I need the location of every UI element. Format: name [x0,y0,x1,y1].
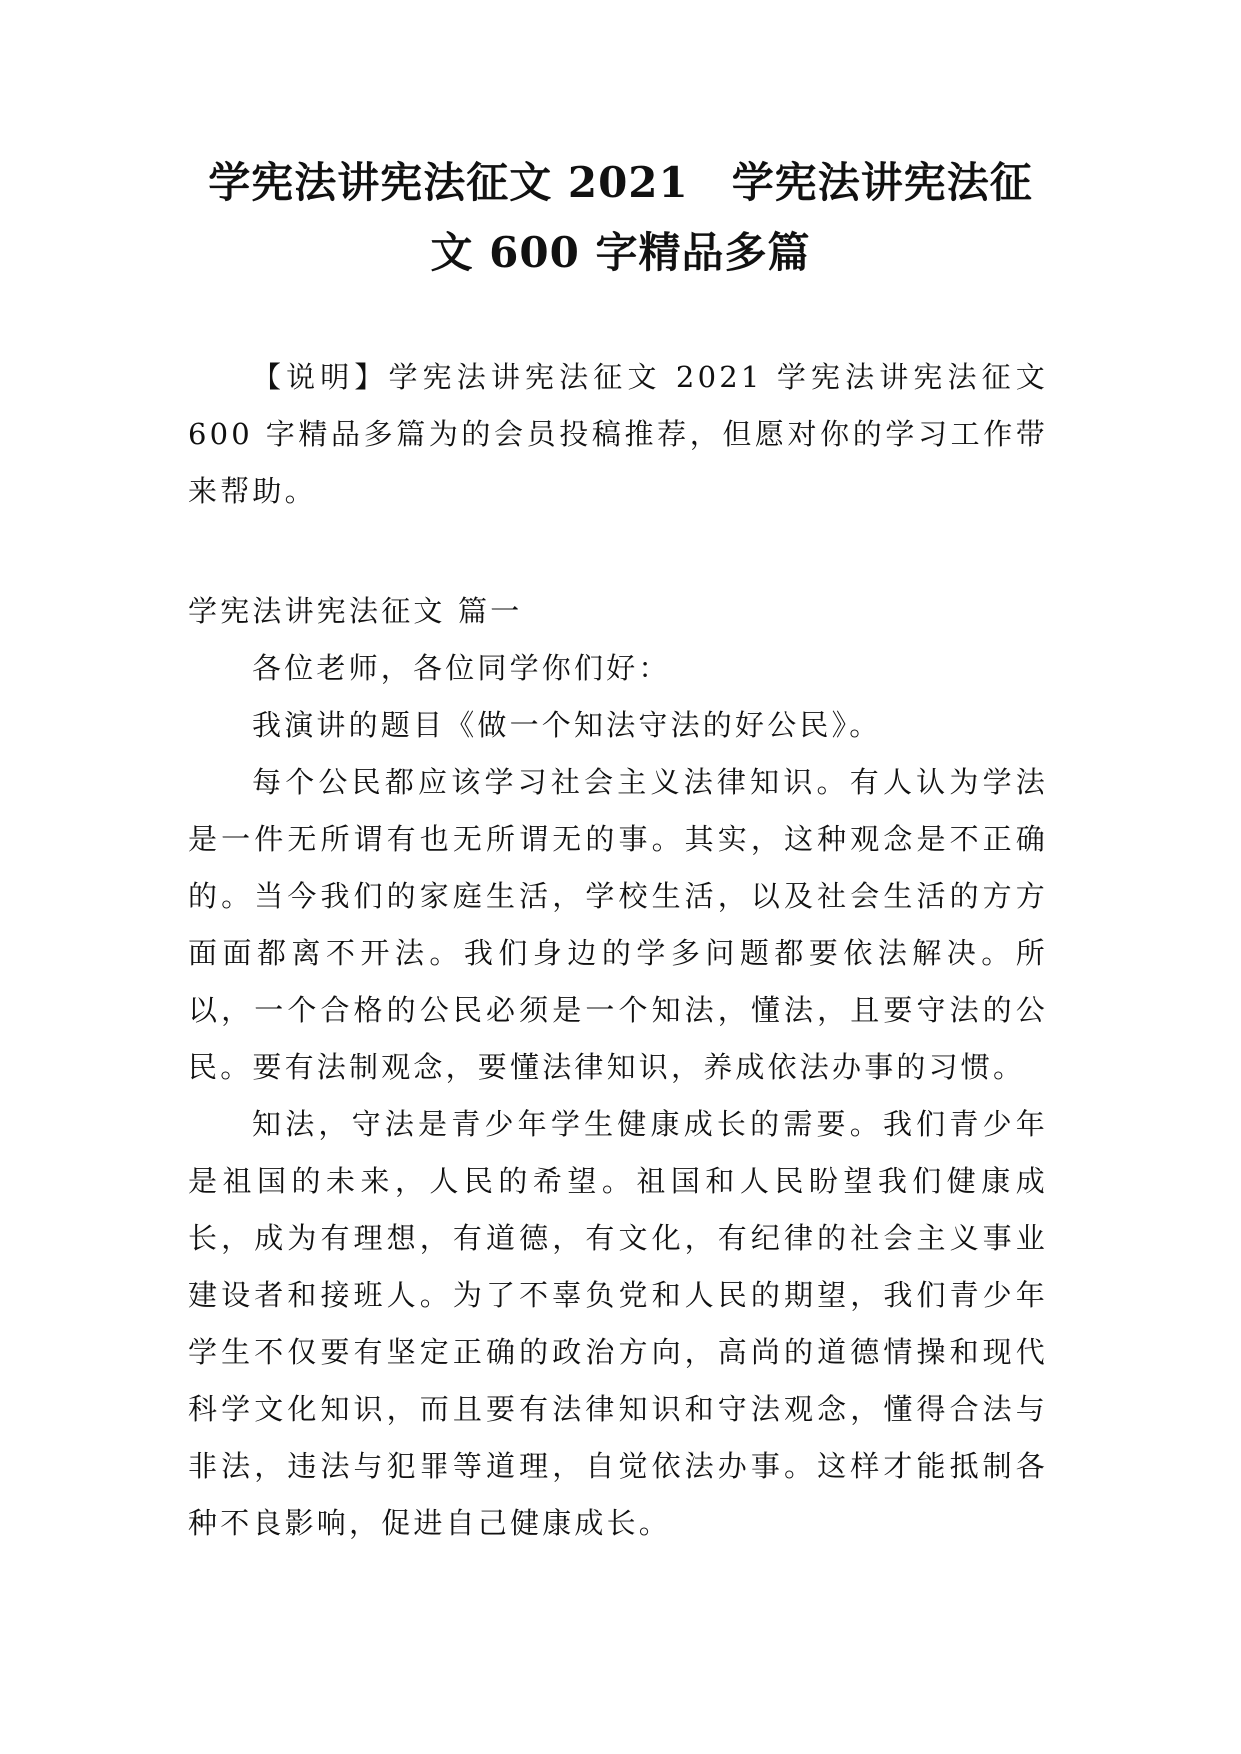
speech-title-paragraph: 我演讲的题目《做一个知法守法的好公民》。 [252,708,882,742]
body-paragraph: 每个公民都应该学习社会主义法律知识。有人认为学法是一件无所谓有也无所谓无的事。其实，这种观念是不正确的。当今我们的家庭生活，学校生活，以及社会生活的方方面面都离不开法。我们身边的学多问题都要依法解决。所以，一个合格的公民必须是一个知法，懂法，且要守法的公民。要有法制观念，要懂法律知识，养成依法办事的习惯。 [188,765,1048,1084]
greeting-paragraph: 各位老师，各位同学你们好： [252,651,671,685]
document-note: 【说明】学宪法讲宪法征文 2021 学宪法讲宪法征文 600 字精品多篇为的会员投稿推荐，但愿对你的学习工作带来帮助。 [188,360,1048,508]
document-title [150,148,1091,288]
body-paragraph: 知法，守法是青少年学生健康成长的需要。我们青少年是祖国的未来，人民的希望。祖国和人民盼望我们健康成长，成为有理想，有道德，有文化，有纪律的社会主义事业建设者和接班人。为了不辜负党和人民的期望，我们青少年学生不仅要有坚定正确的政治方向，高尚的道德情操和现代科学文化知识，而且要有法律知识和守法观念，懂得合法与非法，违法与犯罪等道理，自觉依法办事。这样才能抵制各种不良影响，促进自己健康成长。 [188,1107,1048,1540]
title-line-2: 文 600 字精品多篇 [430,228,811,277]
section-heading: 学宪法讲宪法征文 篇一 [188,594,523,628]
essay-section-1 [188,583,1048,1552]
title-line-1: 学宪法讲宪法征文 2021 学宪法讲宪法征 [208,158,1033,207]
